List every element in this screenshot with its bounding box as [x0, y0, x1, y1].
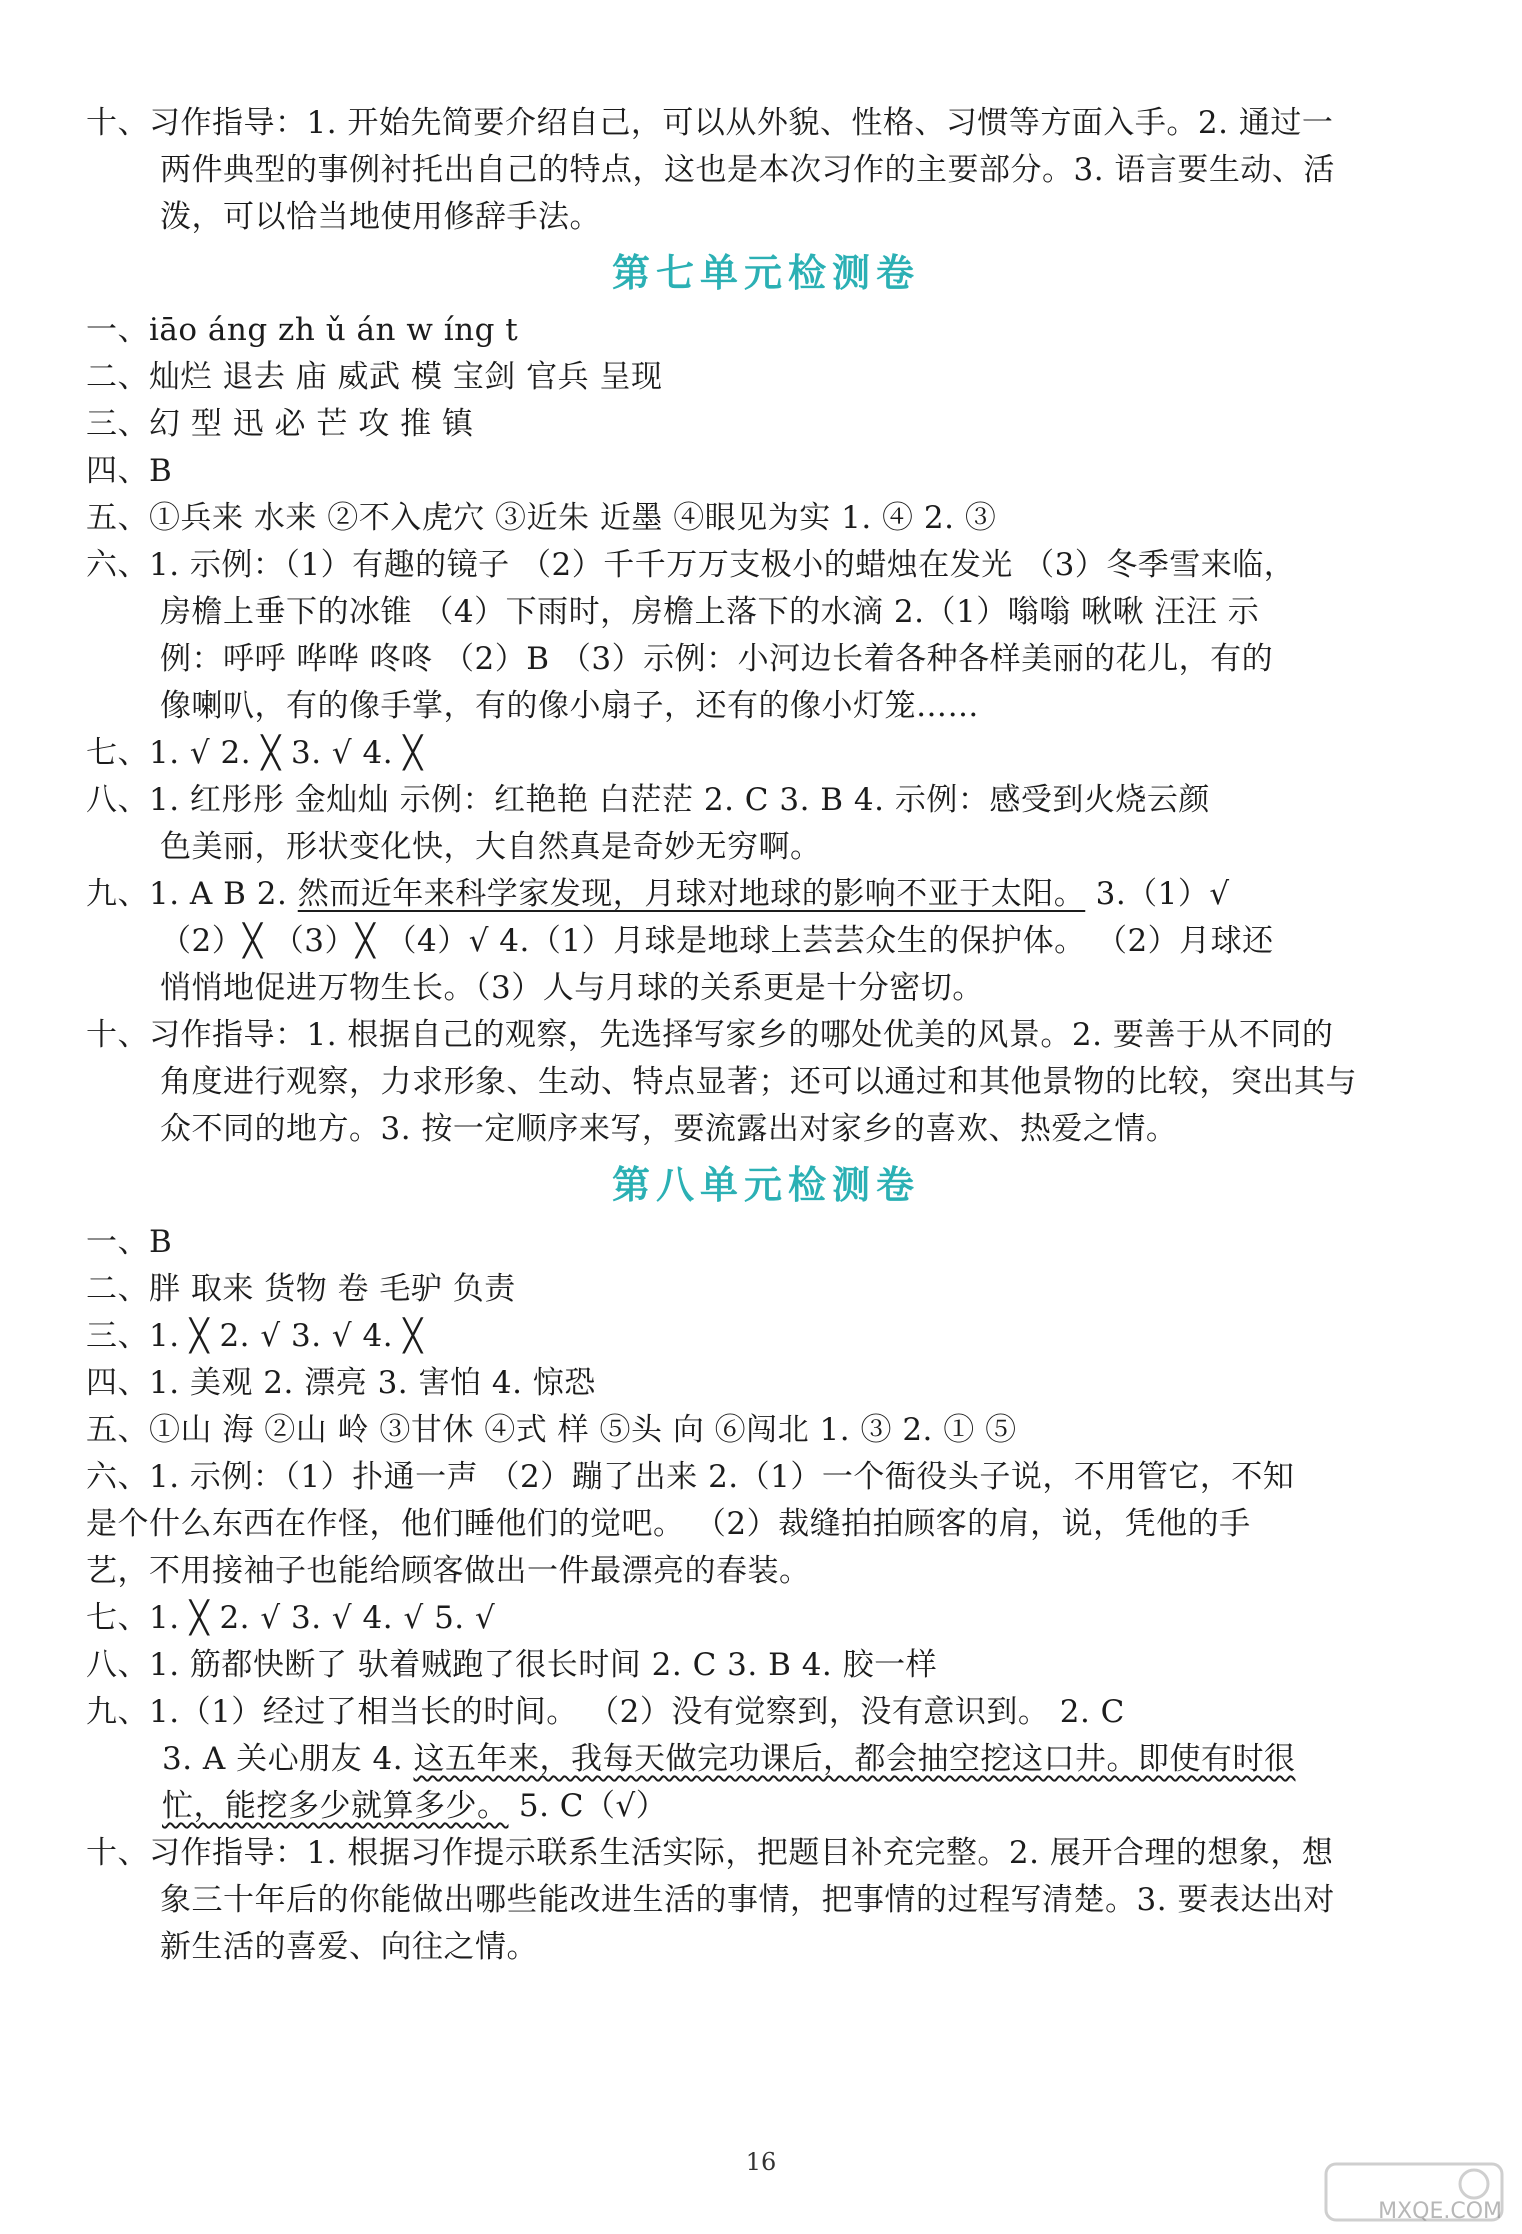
unit7-q9-underlined-sentence: 然而近年来科学家发现，月球对地球的影响不亚于太阳。 [297, 876, 1086, 912]
unit8-q9-wavy-underlined-continuation: 忙，能挖多少就算多少。 [162, 1788, 509, 1824]
unit8-heading: 第八单元检测卷 [611, 1163, 920, 1207]
unit8-q10-line3: 新生活的喜爱、向往之情。 [160, 1929, 538, 1965]
unit8-q9-line2 [86, 1736, 1446, 1783]
unit8-q6-line1: 六、1. 示例：（1）扑通一声 （2）蹦了出来 2.（1）一个衙役头子说，不用管它，不知 [86, 1459, 1295, 1495]
unit8-q8: 八、1. 筋都快断了 驮着贼跑了很长时间 2. C 3. B 4. 胶一样 [86, 1647, 938, 1683]
unit8-q9-line1: 九、1.（1）经过了相当长的时间。 （2）没有觉察到，没有意识到。 2. C [86, 1694, 1125, 1730]
unit7-q6-line1: 六、1. 示例：（1）有趣的镜子 （2）千千万万支极小的蜡烛在发光 （3）冬季雪来临， [86, 547, 1296, 583]
unit7-q9-line2: （2）╳ （3）╳ （4）√ 4.（1）月球是地球上芸芸众生的保护体。 （2）月球还 [160, 923, 1274, 959]
watermark-text: MXQE.COM [1378, 2199, 1502, 2224]
unit8-q7: 七、1. ╳ 2. √ 3. √ 4. √ 5. √ [86, 1600, 496, 1636]
prev-q10-line1: 十、习作指导：1. 开始先简要介绍自己，可以从外貌、性格、习惯等方面入手。2. 通过一 [86, 105, 1334, 141]
unit7-q10-line1: 十、习作指导：1. 根据自己的观察，先选择写家乡的哪处优美的风景。2. 要善于从不同的 [86, 1017, 1334, 1053]
unit8-q9-line3 [86, 1783, 1446, 1830]
unit8-q9-prefix: 3. A 关心朋友 4. [162, 1741, 414, 1777]
prev-q10-line3: 泼，可以恰当地使用修辞手法。 [160, 199, 601, 235]
unit8-q10-line1: 十、习作指导：1. 根据习作提示联系生活实际，把题目补充完整。2. 展开合理的想象，想 [86, 1835, 1334, 1871]
unit7-q9-suffix: 3.（1）√ [1085, 876, 1230, 912]
unit8-q9-wavy-underlined-sentence: 这五年来，我每天做完功课后，都会抽空挖这口井。即使有时很 [413, 1741, 1296, 1777]
page-body [86, 100, 1446, 1971]
unit7-q8-line1: 八、1. 红彤彤 金灿灿 示例：红艳艳 白茫茫 2. C 3. B 4. 示例：感受到火烧云颜 [86, 782, 1210, 818]
unit7-q5: 五、①兵来 水来 ②不入虎穴 ③近朱 近墨 ④眼见为实 1. ④ 2. ③ [86, 500, 997, 536]
unit7-heading: 第七单元检测卷 [611, 251, 920, 295]
unit7-q6-line3: 例：呼呼 哗哗 咚咚 （2）B （3）示例：小河边长着各种各样美丽的花儿，有的 [160, 641, 1274, 677]
unit8-q10-line2: 象三十年后的你能做出哪些能改进生活的事情，把事情的过程写清楚。3. 要表达出对 [160, 1882, 1335, 1918]
prev-q10-line2: 两件典型的事例衬托出自己的特点，这也是本次习作的主要部分。3. 语言要生动、活 [160, 152, 1335, 188]
unit7-q7: 七、1. √ 2. ╳ 3. √ 4. ╳ [86, 735, 423, 771]
page-number: 16 [745, 2148, 777, 2176]
unit7-q8-line2: 色美丽，形状变化快，大自然真是奇妙无穷啊。 [160, 829, 822, 865]
unit8-q1: 一、B [86, 1224, 173, 1260]
unit7-q6-line4: 像喇叭，有的像手掌，有的像小扇子，还有的像小灯笼…… [160, 688, 979, 724]
unit8-q5: 五、①山 海 ②山 岭 ③甘休 ④式 样 ⑤头 向 ⑥闯北 1. ③ 2. ① ⑤ [86, 1412, 1017, 1448]
unit7-q10-line3: 众不同的地方。3. 按一定顺序来写，要流露出对家乡的喜欢、热爱之情。 [160, 1111, 1178, 1147]
unit7-q3: 三、幻 型 迅 必 芒 攻 推 镇 [86, 406, 474, 442]
unit7-q2: 二、灿烂 退去 庙 威武 模 宝剑 官兵 呈现 [86, 359, 663, 395]
unit8-q4: 四、1. 美观 2. 漂亮 3. 害怕 4. 惊恐 [86, 1365, 596, 1401]
unit8-q9-suffix: 5. C（√） [508, 1788, 668, 1824]
unit7-q6-line2: 房檐上垂下的冰锥 （4）下雨时，房檐上落下的水滴 2.（1）嗡嗡 啾啾 汪汪 示 [160, 594, 1260, 630]
unit7-q1: 一、iāo áng zh ǔ án w íng t [86, 312, 519, 348]
unit8-q6-line2: 是个什么东西在作怪，他们睡他们的觉吧。 （2）裁缝拍拍顾客的肩，说，凭他的手 [86, 1506, 1251, 1542]
unit7-q9-prefix: 九、1. A B 2. [86, 876, 298, 912]
unit7-q9-line1 [86, 871, 1446, 918]
unit8-q3: 三、1. ╳ 2. √ 3. √ 4. ╳ [86, 1318, 423, 1354]
unit8-q2: 二、胖 取来 货物 卷 毛驴 负责 [86, 1271, 516, 1307]
unit8-q6-line3: 艺，不用接袖子也能给顾客做出一件最漂亮的春装。 [86, 1553, 811, 1589]
unit7-q9-line3: 悄悄地促进万物生长。（3）人与月球的关系更是十分密切。 [160, 970, 984, 1006]
unit7-q10-line2: 角度进行观察，力求形象、生动、特点显著；还可以通过和其他景物的比较，突出其与 [160, 1064, 1357, 1100]
unit7-q4: 四、B [86, 453, 173, 489]
